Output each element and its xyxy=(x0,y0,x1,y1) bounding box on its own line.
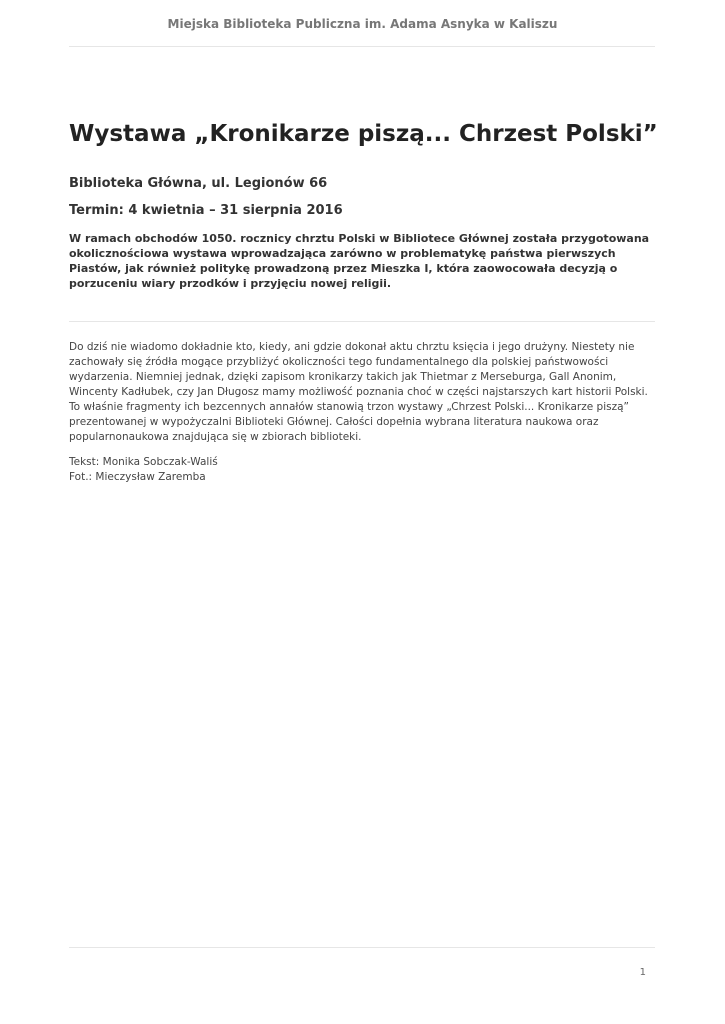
credits xyxy=(69,455,469,485)
content-divider xyxy=(69,321,655,322)
event-location: Biblioteka Główna, ul. Legionów 66 xyxy=(69,176,328,191)
page-number: 1 xyxy=(639,967,646,978)
site-header: Miejska Biblioteka Publiczna im. Adama Asnyka w Kaliszu xyxy=(167,17,558,31)
header-divider xyxy=(69,46,655,47)
event-date: Termin: 4 kwietnia – 31 sierpnia 2016 xyxy=(69,203,343,218)
body-paragraph: Do dziś nie wiadomo dokładnie kto, kiedy, ani gdzie dokonał aktu chrztu księcia i jego drużyny. Niestety nie zachowały się źródła mogące przybliżyć okoliczności tego fundamentalnego dla polskiej państwowości wydarzenia. Niemniej jednak, dzięki zapisom kronikarzy takich jak Thietmar z Merseburga, Gall Anonim, Wincenty Kadłubek, czy Jan Długosz mamy możliwość poznania choć w części najstarszych kart historii Polski. To właśnie fragmenty ich bezcennych annałów stanowią trzon wystawy „Chrzest Polski... Kronikarze piszą” prezentowanej w wypożyczalni Biblioteki Głównej. Całości dopełnia wybrana literatura naukowa oraz popularnonaukowa znajdująca się w zbiorach biblioteki. xyxy=(69,341,648,443)
photo-author: Fot.: Mieczysław Zaremba xyxy=(69,471,206,483)
text-author: Tekst: Monika Sobczak-Waliś xyxy=(69,456,218,468)
footer-divider xyxy=(69,947,655,948)
page-title: Wystawa „Kronikarze piszą... Chrzest Polski” xyxy=(69,121,658,147)
lead-paragraph: W ramach obchodów 1050. rocznicy chrztu Polski w Bibliotece Głównej została przygotowana okolicznościowa wystawa wprowadzająca zarówno w problematykę państwa pierwszych Piastów, jak również politykę prowadzoną przez Mieszka I, która zaowocowała decyzją o porzuceniu wiary przodków i przyjęciu nowej religii. xyxy=(69,232,650,290)
